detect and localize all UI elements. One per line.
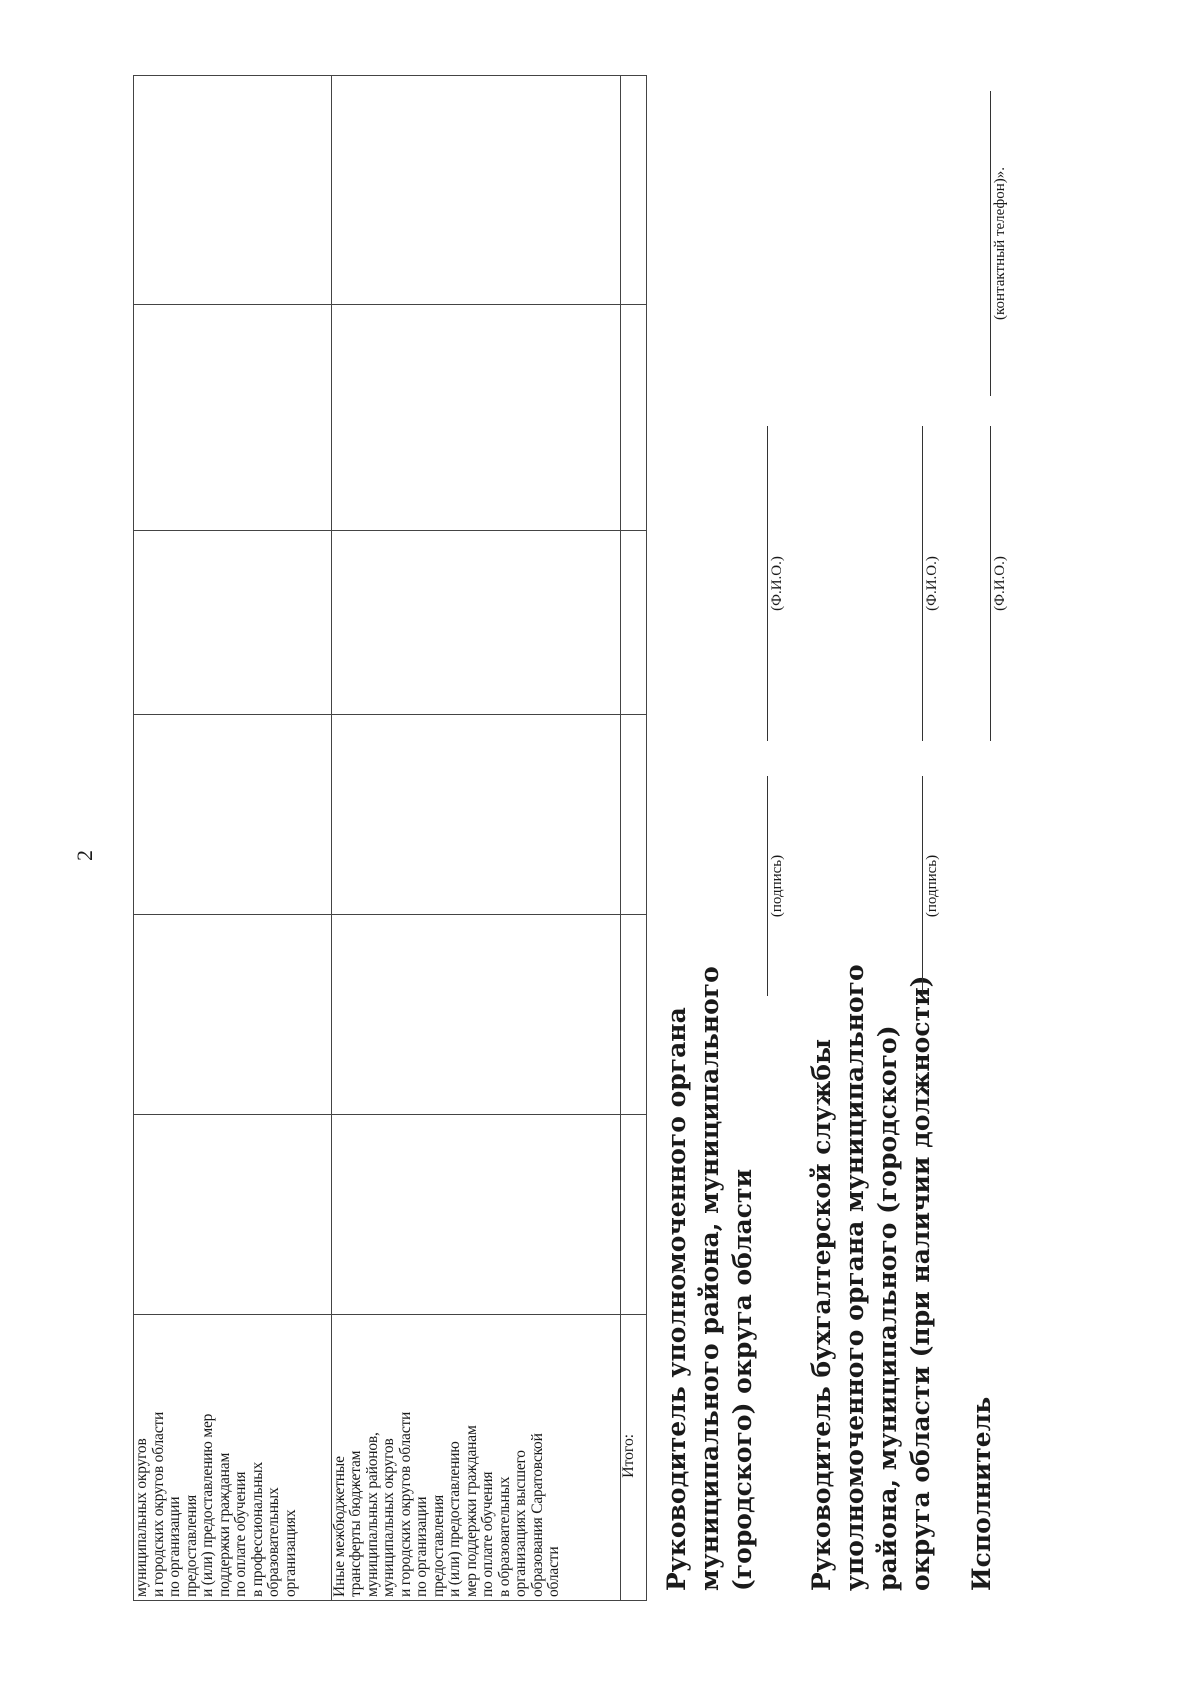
table-row xyxy=(134,76,332,1601)
executor-title: Исполнитель xyxy=(967,1396,996,1591)
table-cell xyxy=(331,915,620,1115)
total-label-cell xyxy=(620,1315,646,1601)
row-label-line: и городских округов области xyxy=(396,1411,414,1597)
table-cell xyxy=(331,76,620,305)
row-label-line: по организации xyxy=(166,1496,183,1597)
row-label-line: образования Саратовской xyxy=(528,1433,546,1597)
table-cell xyxy=(620,1115,646,1315)
title-line: Руководитель уполномоченного органа xyxy=(662,1007,691,1591)
table-total-row xyxy=(620,76,646,1601)
title-line: округа области (при наличии должности) xyxy=(906,975,935,1591)
executor-name-caption: (Ф.И.О.) xyxy=(992,556,1008,611)
table-cell xyxy=(331,305,620,531)
title-line: района, муниципального (городского) xyxy=(873,1025,902,1591)
row-label-line: и городских округов области xyxy=(149,1411,167,1597)
table-cell xyxy=(620,715,646,915)
row-label-line: поддержки гражданам xyxy=(215,1452,233,1597)
executor-phone-caption: (контактный телефон)». xyxy=(992,167,1008,321)
row-label-line: муниципальных районов, xyxy=(363,1432,381,1597)
row-label-line: мер поддержки гражданам xyxy=(462,1425,480,1597)
row-label-line: трансферты бюджетам xyxy=(347,1450,365,1597)
title-line: муниципального района, муниципального xyxy=(695,966,724,1591)
table-cell xyxy=(620,915,646,1115)
executor-phone-line xyxy=(990,91,991,396)
table-cell xyxy=(134,915,332,1115)
table-cell xyxy=(620,76,646,305)
row-label-line: организациях высшего xyxy=(512,1450,530,1597)
row-label-line: и (или) предоставлению мер xyxy=(199,1413,216,1597)
row-label-line: по оплате обучения xyxy=(479,1471,497,1597)
table-cell xyxy=(134,1115,332,1315)
row-label-line: муниципальных округов xyxy=(133,1438,150,1597)
row-label-line: образовательных xyxy=(265,1487,282,1597)
accounting-signature-caption: (подпись) xyxy=(924,854,940,918)
row-label-line: муниципальных округов xyxy=(380,1438,398,1597)
table-cell xyxy=(331,715,620,915)
table-cell xyxy=(620,305,646,531)
table-cell xyxy=(620,531,646,715)
row-label-line: области xyxy=(545,1546,563,1597)
total-label: Итого: xyxy=(619,1434,637,1478)
title-line: (городского) округа области xyxy=(728,1169,757,1591)
head-name-caption: (Ф.И.О.) xyxy=(769,556,785,611)
head-signature-caption: (подпись) xyxy=(769,854,785,918)
table-cell xyxy=(134,531,332,715)
table-cell xyxy=(134,715,332,915)
data-table xyxy=(133,75,647,1601)
table-cell xyxy=(331,531,620,715)
title-line: уполномоченного органа муниципального xyxy=(840,964,869,1591)
table-cell xyxy=(331,1115,620,1315)
executor-name-line xyxy=(990,426,991,741)
page-number: 2 xyxy=(72,850,97,861)
row-label-line: в профессиональных xyxy=(248,1461,266,1597)
head-name-line xyxy=(767,426,768,741)
head-signature-line xyxy=(767,776,768,996)
row-label-line: Иные межбюджетные xyxy=(330,1456,348,1597)
title-line: Руководитель бухгалтерской службы xyxy=(807,1038,836,1591)
table-row xyxy=(331,76,620,1601)
row-label-line: и (или) предоставлению xyxy=(446,1441,464,1597)
table-cell xyxy=(134,305,332,531)
row-label-line: организациях xyxy=(281,1509,299,1597)
row-label-line: по организации xyxy=(413,1496,431,1597)
head-signature-title xyxy=(660,966,759,1591)
table-cell xyxy=(134,76,332,305)
accounting-name-caption: (Ф.И.О.) xyxy=(924,556,940,611)
accounting-signature-title xyxy=(805,964,937,1591)
row-label-line: предоставления xyxy=(429,1494,447,1597)
row-label-line: предоставления xyxy=(182,1494,200,1597)
row-label-line: по оплате обучения xyxy=(232,1471,249,1597)
accounting-signature-line xyxy=(922,776,923,996)
row-label-cell xyxy=(134,1315,332,1601)
row-label-cell xyxy=(331,1315,620,1601)
accounting-name-line xyxy=(922,426,923,741)
row-label-line: в образовательных xyxy=(495,1476,513,1597)
